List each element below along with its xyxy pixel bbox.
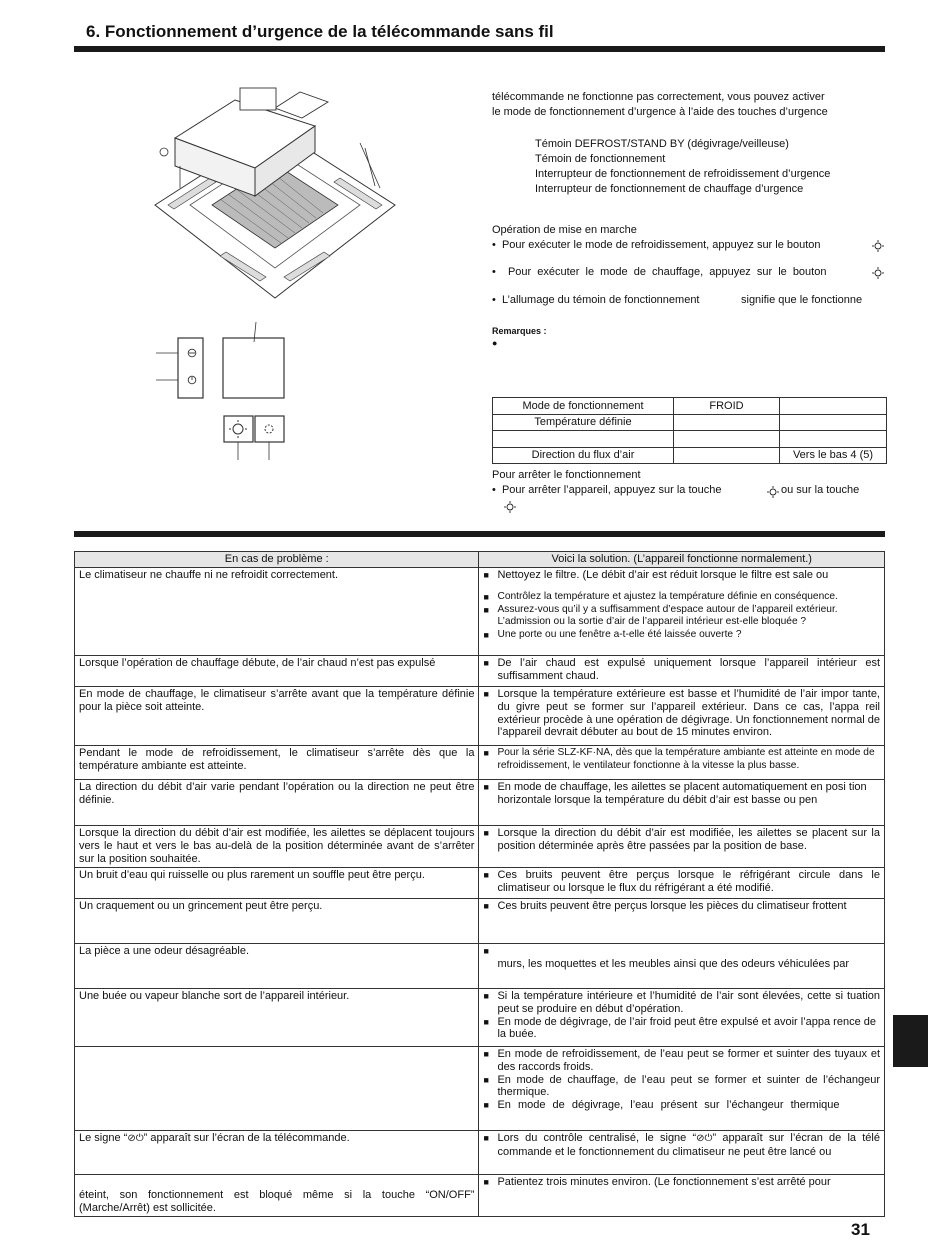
problem-cell: Une buée ou vapeur blanche sort de l’appareil intérieur. [75,989,479,1047]
problem-cell: Un craquement ou un grincement peut être perçu. [75,899,479,944]
table-cell: Direction du flux d’air [493,447,674,464]
table-cell [674,447,780,464]
remarks-bullet: ● [492,338,498,348]
centralized-control-icon: ⊘⏻ [696,1133,713,1144]
solution-item: ■ En mode de chauffage, les ailettes se placent automatiquement en posi tion horizontale lorsque la température du débit d’air est basse ou pen [483,781,880,807]
table-cell: Température définie [493,414,674,431]
problem-cell: Pendant le mode de refroidissement, le climatiseur s’arrête dès que la température ambiante est atteinte. [75,746,479,780]
stop-bullet-text-b: ou sur la touche [781,484,860,496]
solution-item: ■ Ces bruits peuvent être perçus lorsque le réfrigérant circule dans le climatiseur ou lorsque le flux du réfrigérant a été modifié. [483,869,880,895]
table-header-row [75,552,885,568]
cassette-unit-illustration [150,78,400,306]
remarks-label: Remarques : [492,326,547,336]
page-title: 6. Fonctionnement d’urgence de la télécommande sans fil [86,22,554,41]
solution-cell [479,826,885,868]
intro-line-2: le mode de fonctionnement d’urgence à l’aide des touches d’urgence [492,106,828,118]
table-row [75,746,885,780]
solution-item: ■ En mode de chauffage, de l’eau peut se former et suinter de l’échangeur thermique. [483,1074,880,1100]
section-tab-marker [893,1015,928,1067]
problem-cell [75,1047,479,1131]
centralized-control-icon: ⊘⏻ [127,1133,144,1144]
problem-text-b: ” apparaît sur l’écran de la télécommande. [143,1132,350,1144]
solution-cell [479,944,885,989]
table-row [75,989,885,1047]
legend-item: Interrupteur de fonctionnement de refroidissement d’urgence [535,168,831,180]
solution-item: ■ Ces bruits peuvent être perçus lorsque les pièces du climatiseur frottent [483,900,880,913]
solution-item: ■ En mode de dégivrage, l’eau présent sur l’échangeur thermique [483,1099,880,1112]
mode-table [492,397,887,464]
stop-bullet-text-a: Pour arrêter l’appareil, appuyez sur la touche [501,484,722,496]
sun-icon [872,266,884,284]
start-heading: Opération de mise en marche [492,224,637,236]
page-number: 31 [851,1220,870,1239]
start-bullet-indicator-text-b: signifie que le fonctionne [741,294,863,306]
solution-item [483,1132,880,1159]
table-row [75,568,885,656]
problem-cell: La pièce a une odeur désagréable. [75,944,479,989]
solution-item: ■ Une porte ou une fenêtre a-t-elle été laissée ouverte ? [483,629,880,642]
sun-icon [504,500,516,518]
problem-text-a: Le signe “ [79,1132,128,1144]
table-cell [674,414,780,431]
stop-heading: Pour arrêter le fonctionnement [492,469,641,481]
solution-cell [479,1175,885,1217]
legend-item: Témoin DEFROST/STAND BY (dégivrage/veilleuse) [535,138,789,150]
solution-cell [479,899,885,944]
table-row [75,1047,885,1131]
sun-icon [767,485,779,503]
problem-cell: La direction du débit d’air varie pendant l’opération ou la direction ne peut être définie. [75,780,479,826]
table-row [75,1131,885,1175]
table-row [75,899,885,944]
remote-panel-illustration [156,322,296,464]
table-row [493,431,887,448]
solution-item: ■ De l’air chaud est expulsé uniquement lorsque l’appareil intérieur est suffisamment chaud. [483,657,880,683]
start-bullet-heating: • Pour exécuter le mode de chauffage, appuyez sur le bouton [492,266,827,278]
solution-item: ■ Assurez-vous qu’il y a suffisamment d’espace autour de l’appareil extérieur. L’admission ou la sortie d’air de l’appareil intérieur est-elle bloquée ? [483,604,880,630]
table-row [75,1175,885,1217]
column-header-problem: En cas de problème : [75,552,479,568]
stop-bullet: • Pour arrêter l’appareil, appuyez sur la touche [492,484,722,496]
solution-item: ■ En mode de dégivrage, de l’air froid peut être expulsé et avoir l’appa rence de la buée. [483,1016,880,1042]
problem-cell: Le climatiseur ne chauffe ni ne refroidit correctement. [75,568,479,656]
solution-item: ■ Patientez trois minutes environ. (Le fonctionnement s’est arrêté pour [483,1176,880,1189]
table-row [493,398,887,415]
start-bullet-indicator: • L’allumage du témoin de fonctionnement [492,294,700,306]
start-bullet-indicator-text-a: L’allumage du témoin de fonctionnement [501,294,700,306]
table-cell [780,431,887,448]
solution-item: ■ Contrôlez la température et ajustez la température définie en conséquence. [483,591,880,604]
solution-item: ■ Pour la série SLZ-KF·NA, dès que la température ambiante est atteinte en mode de refroidissement, le ventilateur fonctionne à la vitesse la plus basse. [483,747,880,773]
solution-item: ■ En mode de refroidissement, de l’eau peut se former et suinter des tuyaux et des raccords froids. [483,1048,880,1074]
solution-cell [479,1131,885,1175]
problem-cell: En mode de chauffage, le climatiseur s’arrête avant que la température définie pour la pièce soit atteinte. [75,687,479,746]
solution-item: ■ Lorsque la direction du débit d’air est modifiée, les ailettes se placent sur la position déterminée après être passées par la position de base. [483,827,880,853]
problem-cell: éteint, son fonctionnement est bloqué même si la touche “ON/OFF” (Marche/Arrêt) est sollicitée. [75,1175,479,1217]
solution-cell [479,746,885,780]
table-cell [780,414,887,431]
table-row [75,687,885,746]
section-rule [74,531,885,537]
solution-item: ■ Nettoyez le filtre. (Le débit d’air est réduit lorsque le filtre est sale ou [483,569,880,582]
solution-cell [479,656,885,687]
table-row [493,414,887,431]
solution-item: ■ Lorsque la température extérieure est basse et l’humidité de l’air impor tante, du givre peut se former sur l’appareil extérieur. Dans ce cas, l’appa reil extérieur procède à une opération de dégivrage. Un fonctionnement normal de l’appareil devrait débuter au bout de 15 minutes environ. [483,688,880,739]
column-header-solution: Voici la solution. (L’appareil fonctionne normalement.) [479,552,885,568]
solution-cell [479,780,885,826]
intro-line-1: télécommande ne fonctionne pas correctement, vous pouvez activer [492,91,825,103]
solution-item [483,945,880,971]
solution-cell [479,868,885,899]
solution-cell [479,687,885,746]
table-cell [674,431,780,448]
problem-cell: Lorsque l’opération de chauffage débute, de l’air chaud n’est pas expulsé [75,656,479,687]
start-bullet-heating-text: Pour exécuter le mode de chauffage, appuyez sur le bouton [507,266,827,278]
table-row [75,780,885,826]
header-rule [74,46,885,52]
table-cell: FROID [674,398,780,415]
solution-cell [479,568,885,656]
start-bullet-cooling-text: Pour exécuter le mode de refroidissement, appuyez sur le bouton [501,239,821,251]
table-row [493,447,887,464]
solution-text-b: ” apparaît sur l’écran de la télé commande et le fonctionnement du climatiseur ne peut être lancé ou [497,1132,880,1158]
table-row [75,656,885,687]
table-cell: Vers le bas 4 (5) [780,447,887,464]
solution-item: ■ Si la température intérieure et l’humidité de l’air sont élevées, cette si tuation peut se produire en début d’opération. [483,990,880,1016]
solution-cell [479,989,885,1047]
problem-cell: Un bruit d’eau qui ruisselle ou plus rarement un souffle peut être perçu. [75,868,479,899]
solution-text-a: Lors du contrôle centralisé, le signe “ [497,1132,697,1144]
table-row [75,944,885,989]
problem-cell: Lorsque la direction du débit d’air est modifiée, les ailettes se déplacent toujours vers le haut et vers le bas au-delà de la position déterminée avant de s’arrêter sur la position souhaitée. [75,826,479,868]
table-cell [780,398,887,415]
table-cell: Mode de fonctionnement [493,398,674,415]
table-row [75,826,885,868]
start-bullet-cooling: • Pour exécuter le mode de refroidissement, appuyez sur le bouton [492,239,821,251]
sun-icon [872,239,884,257]
table-row [75,868,885,899]
troubleshooting-table [74,551,885,1217]
legend-item: Témoin de fonctionnement [535,153,666,165]
problem-cell [75,1131,479,1175]
solution-text: murs, les moquettes et les meubles ainsi que des odeurs véhiculées par [497,958,850,970]
solution-cell [479,1047,885,1131]
legend-item: Interrupteur de fonctionnement de chauffage d’urgence [535,183,804,195]
table-cell [493,431,674,448]
